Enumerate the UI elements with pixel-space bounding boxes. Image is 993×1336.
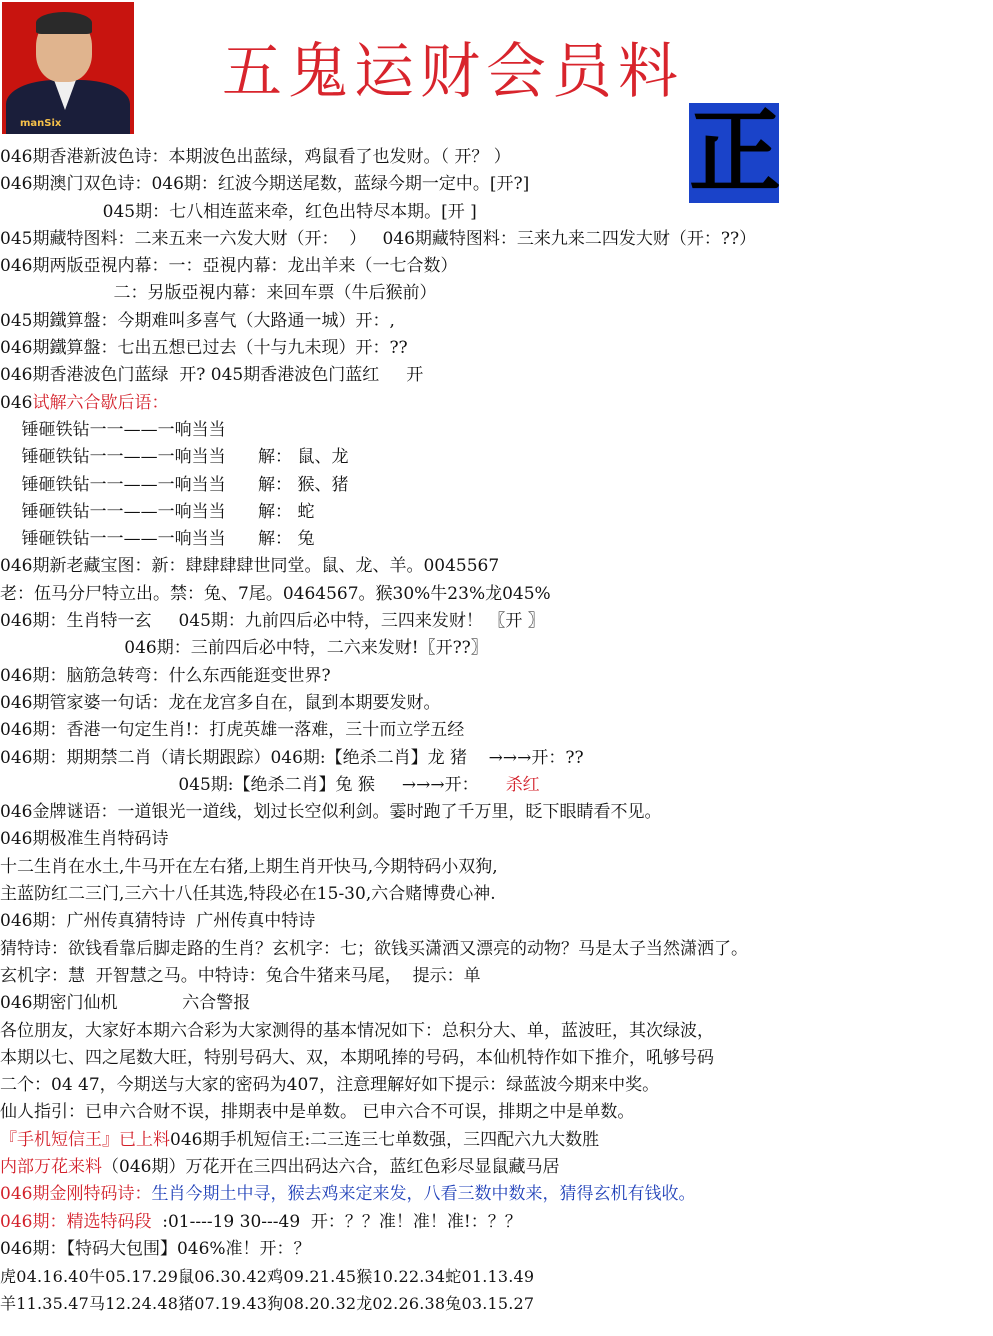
text-segment: 046 xyxy=(0,392,33,413)
text-segment: 老：伍马分尸特立出。禁：兔、7尾。0464567。猴30%牛23%龙045% xyxy=(0,583,551,604)
text-segment: 杀红 xyxy=(505,774,540,795)
text-line xyxy=(0,253,993,280)
text-segment: 046金牌谜语：一道银光一道线，划过长空似利剑。霎时跑了千万里，眨下眼睛看不见。 xyxy=(0,802,662,823)
text-segment: 046期：广州传真猜特诗 广州传真中特诗 xyxy=(0,911,316,932)
text-segment: 046期澳门双色诗：046期：红波今期送尾数，蓝绿今期一定中。[开?] xyxy=(0,174,530,195)
text-line xyxy=(0,1154,993,1181)
text-line xyxy=(0,1209,993,1236)
text-segment: （046期）万花开在三四出码达六合，蓝红色彩尽显鼠藏马居 xyxy=(102,1156,560,1177)
text-segment: 锤砸铁钻一一——一响当当 解： 猴、猪 xyxy=(0,474,349,495)
text-segment: 各位朋友，大家好本期六合彩为大家测得的基本情况如下：总积分大、单，蓝波旺，其次绿波， xyxy=(0,1020,714,1041)
text-segment: 046期鐵算盤：七出五想已过去（十与九未现）开：?? xyxy=(0,338,408,359)
text-line xyxy=(0,772,993,799)
text-line xyxy=(0,854,993,881)
text-line xyxy=(0,717,993,744)
text-segment: 十二生肖在水土,牛马开在左右猪,上期生肖开快马,今期特码小双狗, xyxy=(0,856,498,877)
text-line xyxy=(0,308,993,335)
text-line xyxy=(0,280,993,307)
text-segment: 生肖今期土中寻，猴去鸡来定来发，八看三数中数来，猜得玄机有钱收。 xyxy=(151,1184,696,1205)
text-line xyxy=(0,362,993,389)
text-segment: 046期极准生肖特码诗 xyxy=(0,829,169,850)
text-segment: 二个：04 47，今期送与大家的密码为407，注意理解好如下提示：绿蓝波今期来中奖。 xyxy=(0,1075,660,1096)
text-segment: 046期：三前四后必中特，二六来发财!〖开??〗 xyxy=(0,638,488,659)
text-segment: 046期：香港一句定生肖!：打虎英雄一落难，三十而立学五经 xyxy=(0,720,465,741)
text-line xyxy=(0,690,993,717)
text-line xyxy=(0,826,993,853)
text-segment: 046期手机短信王:二三连三七单数强，三四配六九大数胜 xyxy=(170,1129,600,1150)
text-line xyxy=(0,1045,993,1072)
text-segment: 虎04.16.40牛05.17.29鼠06.30.42鸡09.21.45猴10.22.34蛇01.13.49 xyxy=(0,1267,535,1287)
text-line xyxy=(0,526,993,553)
text-line xyxy=(0,745,993,772)
text-line xyxy=(0,799,993,826)
text-segment: 046期金刚特码诗： xyxy=(0,1184,152,1205)
text-segment: 045期：七八相连蓝来牵，红色出特尽本期。[开 ] xyxy=(0,201,477,222)
text-segment: 046期香港波色门蓝绿 开? 045期香港波色门蓝红 开 xyxy=(0,365,424,386)
text-segment: 锤砸铁钻一一——一响当当 解： 鼠、龙 xyxy=(0,447,349,468)
text-line xyxy=(0,1018,993,1045)
document-body xyxy=(0,144,993,1318)
text-line xyxy=(0,1181,993,1208)
text-segment: 本期以七、四之尾数大旺，特别号码大、双，本期吼捧的号码，本仙机特作如下推介，吼够号码 xyxy=(0,1047,714,1068)
zheng-badge: 正 xyxy=(689,99,782,206)
text-segment: 锤砸铁钻一一——一响当当 解： 兔 xyxy=(0,529,315,550)
text-line xyxy=(0,417,993,444)
text-segment: 二：另版亞視内幕：来回车票（牛后猴前） xyxy=(0,283,437,304)
text-segment: 046期：精选特码段 xyxy=(0,1211,152,1232)
text-line xyxy=(0,881,993,908)
text-segment: 主蓝防红二三门,三六十八任其选,特段必在15-30,六合赌博费心神. xyxy=(0,884,496,905)
text-line xyxy=(0,499,993,526)
text-segment: 046期管家婆一句话：龙在龙宫多自在，鼠到本期要发财。 xyxy=(0,692,441,713)
text-segment: 046期：【特码大包围】046%准！开：？ xyxy=(0,1238,311,1259)
text-line xyxy=(0,1072,993,1099)
text-segment: 046期：脑筋急转弯：什么东西能逛变世界? xyxy=(0,665,331,686)
text-line xyxy=(0,171,993,198)
text-line xyxy=(0,1127,993,1154)
text-line xyxy=(0,226,993,253)
text-segment: 『手机短信王』已上料 xyxy=(0,1129,170,1150)
text-line xyxy=(0,199,993,226)
text-line xyxy=(0,663,993,690)
text-line xyxy=(0,608,993,635)
text-line xyxy=(0,444,993,471)
text-segment: 046期：生肖特一玄 045期：九前四后必中特，三四来发财！ 〖开 〗 xyxy=(0,611,545,632)
text-segment: 内部万花来料 xyxy=(0,1156,102,1177)
text-segment: 046期：期期禁二肖（请长期跟踪）046期:【绝杀二肖】龙 猪 →→→开：?? xyxy=(0,747,584,768)
text-segment: 045期藏特图料：二来五来一六发大财（开： ） 046期藏特图料：三来九来二四发大财（开：??） xyxy=(0,228,757,249)
text-line xyxy=(0,1290,993,1317)
text-line xyxy=(0,963,993,990)
text-line xyxy=(0,1263,993,1290)
text-line xyxy=(0,1099,993,1126)
portrait-hair xyxy=(36,12,92,34)
text-line xyxy=(0,390,993,417)
text-line xyxy=(0,908,993,935)
text-segment: 玄机字：慧 开智慧之马。中特诗：兔合牛猪来马尾， 提示：单 xyxy=(0,965,481,986)
text-line xyxy=(0,553,993,580)
text-line xyxy=(0,1236,993,1263)
text-segment: 锤砸铁钻一一——一响当当 xyxy=(0,419,226,440)
text-line xyxy=(0,335,993,362)
text-line xyxy=(0,990,993,1017)
text-segment: 仙人指引：已申六合财不误，排期表中是单数。 已申六合不可误，排期之中是单数。 xyxy=(0,1102,635,1123)
text-line xyxy=(0,472,993,499)
text-line xyxy=(0,936,993,963)
text-segment: 锤砸铁钻一一——一响当当 解： 蛇 xyxy=(0,501,315,522)
portrait-caption: manSix xyxy=(20,118,62,129)
text-segment: 045期鐵算盤：今期难叫多喜气（大路通一城）开：, xyxy=(0,310,395,331)
text-segment: 045期:【绝杀二肖】兔 猴 →→→开： xyxy=(0,774,506,795)
text-segment: 猜特诗：欲钱看靠后脚走路的生肖？玄机字：七；欲钱买潇洒又漂亮的动物？马是太子当然潇洒了。 xyxy=(0,938,748,959)
text-segment: 046期两版亞視内幕：一：亞視内幕：龙出羊来（一七合数） xyxy=(0,256,458,277)
page-title: 五鬼运财会员料 xyxy=(222,37,684,107)
text-segment: 羊11.35.47马12.24.48猪07.19.43狗08.20.32龙02.26.38兔03.15.27 xyxy=(0,1294,535,1314)
text-segment: 046期香港新波色诗：本期波色出蓝绿，鸡鼠看了也发财。（ 开？ ） xyxy=(0,147,511,167)
text-segment: 试解六合歇后语： xyxy=(32,392,169,413)
text-segment: 046期密门仙机 六合警报 xyxy=(0,993,251,1014)
portrait-photo xyxy=(2,2,134,134)
text-line xyxy=(0,581,993,608)
text-line xyxy=(0,144,993,171)
text-segment: 046期新老藏宝图：新：肆肆肆肆世同堂。鼠、龙、羊。0045567 xyxy=(0,556,500,577)
text-segment: :01----19 30---49 开：？？准！准！准!：？？ xyxy=(151,1211,522,1232)
text-line xyxy=(0,635,993,662)
